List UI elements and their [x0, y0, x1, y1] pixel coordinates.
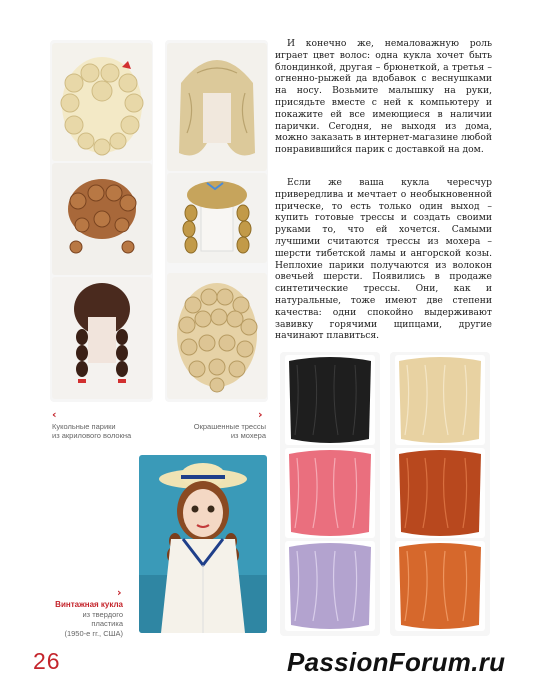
article-body-2 — [275, 177, 492, 342]
article-body — [275, 38, 492, 156]
copper-tress-swatch — [395, 448, 485, 538]
vintage-caption-line2: пластика — [91, 619, 123, 629]
vintage-caption-line3: (1950-е гг., США) — [64, 628, 123, 638]
article-paragraph-1: И конечно же, немаловажную роль играет цвет волос: одна кукла хочет быть блондинкой, другая – брюнеткой, а третья – огненно-рыжей да вдобавок с веснушками на носу. Возьмите малышку на руки, присядьте вместе с ней к компьютеру и покажите ей все имеющиеся в наличии парички. Сегодня, не выходя из дома, можно заказать в интернет-магазине любой понравившийся парик с доставкой на дом. — [275, 38, 492, 156]
vintage-caption-line1: из твердого — [82, 610, 123, 619]
vintage-doll-caption — [40, 600, 123, 638]
acrylic-caption-line2: из акрилового волокна — [52, 431, 132, 441]
blonde-tress-swatch — [395, 355, 485, 445]
mohair-caption-line1: Окрашенные трессы — [193, 422, 266, 431]
vintage-doll-photo — [139, 455, 267, 633]
ringlet-wig-photo — [167, 173, 267, 263]
auburn-updo-wig-photo — [52, 163, 152, 275]
black-tress-swatch — [285, 355, 375, 445]
acrylic-caption-line1: Кукольные парики — [52, 422, 116, 431]
chevron-icon: › — [117, 586, 122, 599]
chevron-icon: ‹ — [52, 408, 57, 421]
pink-tress-swatch — [285, 448, 375, 538]
lilac-tress-swatch — [285, 541, 375, 631]
article-paragraph-2: Если же ваша кукла чересчур привередлива и мечтает о необыкновенной прическе, то есть только один выход – купить готовые трессы и создать своими руками то, что ей хочется. Самыми лучшими считаются трессы из мохера – шерсти тибетской ламы и ангорской козы. Неплохие парики получаются из волокон овечьей шерсти. Появились в продаже синтетические трессы. Они, как и натуральные, тоже имеют две степени качества: одни спокойно выдерживают завивку горячими щипцами, другие начинают плавиться. — [275, 177, 492, 342]
page-number: 26 — [33, 648, 61, 674]
mohair-caption-line2: из мохера — [230, 431, 266, 441]
blonde-wavy-wig-photo — [167, 43, 267, 171]
blonde-curly-wig-photo — [52, 43, 152, 161]
chevron-icon: › — [258, 408, 263, 421]
acrylic-wigs-caption — [52, 422, 131, 441]
brunette-braids-wig-photo — [52, 277, 152, 399]
orange-tress-swatch — [395, 541, 485, 631]
watermark: PassionForum.ru — [287, 647, 506, 677]
mohair-tresses-caption — [160, 422, 266, 441]
vintage-caption-title: Винтажная кукла — [55, 600, 123, 609]
blonde-curly-mohair-wig-photo — [167, 273, 267, 399]
